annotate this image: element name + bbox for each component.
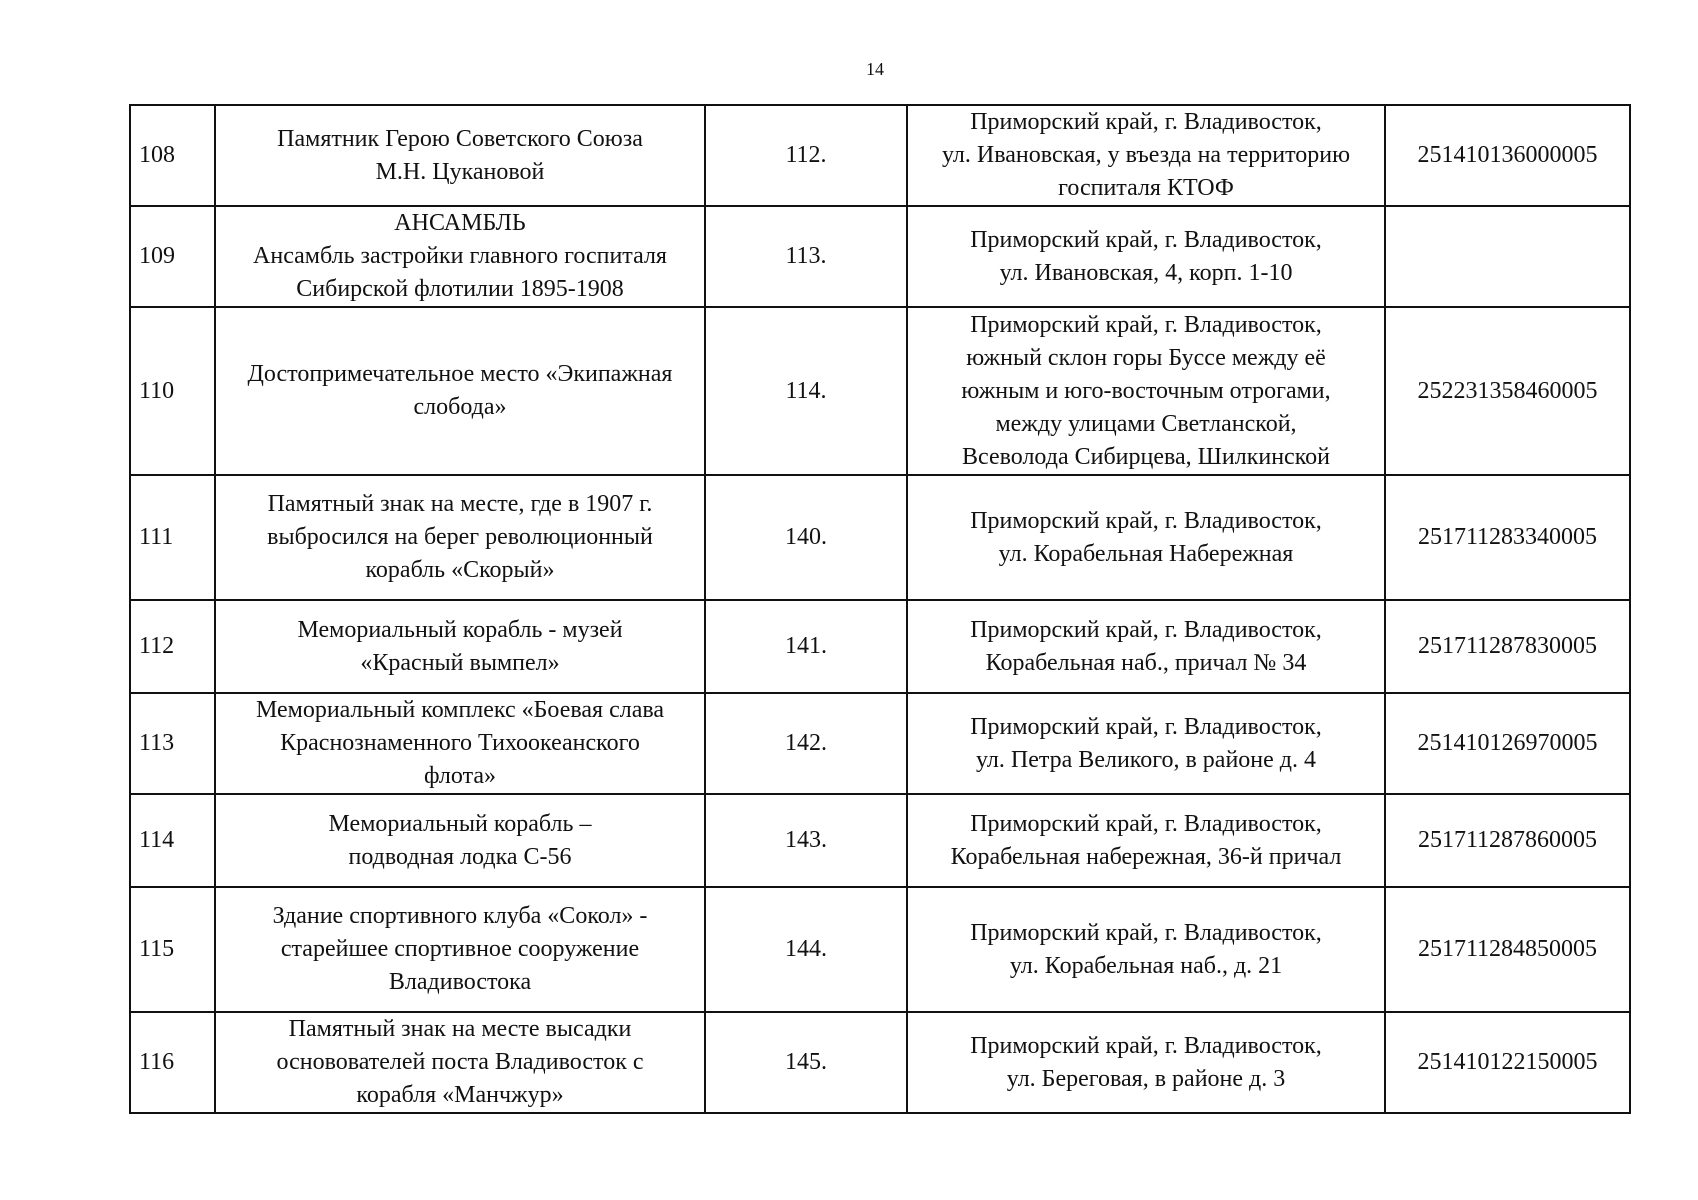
registry-code: 251711287860005 — [1385, 794, 1630, 887]
table-row — [130, 307, 1630, 475]
table-row — [130, 794, 1630, 887]
list-index: 144. — [705, 887, 907, 1012]
object-address: Приморский край, г. Владивосток, южный склон горы Буссе между её южным и юго-восточным отрогами, между улицами Светланской, Всеволода Сибирцева, Шилкинской — [907, 307, 1385, 475]
row-number: 111 — [130, 475, 215, 600]
object-name: Мемориальный комплекс «Боевая слава Краснознаменного Тихоокеанского флота» — [215, 693, 705, 794]
object-name: Памятный знак на месте, где в 1907 г. выбросился на берег революционный корабль «Скорый» — [215, 475, 705, 600]
list-index: 140. — [705, 475, 907, 600]
object-address: Приморский край, г. Владивосток, Корабельная набережная, 36-й причал — [907, 794, 1385, 887]
object-name: Мемориальный корабль – подводная лодка С-56 — [215, 794, 705, 887]
object-address: Приморский край, г. Владивосток, ул. Ивановская, 4, корп. 1-10 — [907, 206, 1385, 307]
row-number: 108 — [130, 105, 215, 206]
list-index: 142. — [705, 693, 907, 794]
table-row — [130, 105, 1630, 206]
object-address: Приморский край, г. Владивосток, ул. Корабельная наб., д. 21 — [907, 887, 1385, 1012]
table-row — [130, 475, 1630, 600]
table-row — [130, 600, 1630, 693]
object-name: Памятный знак на месте высадки основователей поста Владивосток с корабля «Манчжур» — [215, 1012, 705, 1113]
object-name: АНСАМБЛЬ Ансамбль застройки главного госпиталя Сибирской флотилии 1895-1908 — [215, 206, 705, 307]
row-number: 110 — [130, 307, 215, 475]
registry-code: 251410136000005 — [1385, 105, 1630, 206]
row-number: 109 — [130, 206, 215, 307]
registry-code: 252231358460005 — [1385, 307, 1630, 475]
object-name: Мемориальный корабль - музей «Красный вымпел» — [215, 600, 705, 693]
table-row — [130, 206, 1630, 307]
object-address: Приморский край, г. Владивосток, ул. Береговая, в районе д. 3 — [907, 1012, 1385, 1113]
list-index: 114. — [705, 307, 907, 475]
object-name: Здание спортивного клуба «Сокол» - старейшее спортивное сооружение Владивостока — [215, 887, 705, 1012]
object-name: Памятник Герою Советского Союза М.Н. Цукановой — [215, 105, 705, 206]
list-index: 141. — [705, 600, 907, 693]
table-row — [130, 1012, 1630, 1113]
row-number: 115 — [130, 887, 215, 1012]
object-address: Приморский край, г. Владивосток, ул. Корабельная Набережная — [907, 475, 1385, 600]
registry-code — [1385, 206, 1630, 307]
registry-code: 251711284850005 — [1385, 887, 1630, 1012]
heritage-registry-table — [129, 104, 1631, 1114]
registry-code: 251410122150005 — [1385, 1012, 1630, 1113]
object-name: Достопримечательное место «Экипажная слобода» — [215, 307, 705, 475]
row-number: 116 — [130, 1012, 215, 1113]
registry-code: 251711287830005 — [1385, 600, 1630, 693]
table-row — [130, 693, 1630, 794]
list-index: 113. — [705, 206, 907, 307]
page-number: 14 — [866, 59, 884, 79]
list-index: 145. — [705, 1012, 907, 1113]
list-index: 112. — [705, 105, 907, 206]
row-number: 112 — [130, 600, 215, 693]
object-address: Приморский край, г. Владивосток, Корабельная наб., причал № 34 — [907, 600, 1385, 693]
object-address: Приморский край, г. Владивосток, ул. Ивановская, у въезда на территорию госпиталя КТОФ — [907, 105, 1385, 206]
row-number: 114 — [130, 794, 215, 887]
object-address: Приморский край, г. Владивосток, ул. Петра Великого, в районе д. 4 — [907, 693, 1385, 794]
table-row — [130, 887, 1630, 1012]
registry-code: 251711283340005 — [1385, 475, 1630, 600]
registry-code: 251410126970005 — [1385, 693, 1630, 794]
list-index: 143. — [705, 794, 907, 887]
row-number: 113 — [130, 693, 215, 794]
